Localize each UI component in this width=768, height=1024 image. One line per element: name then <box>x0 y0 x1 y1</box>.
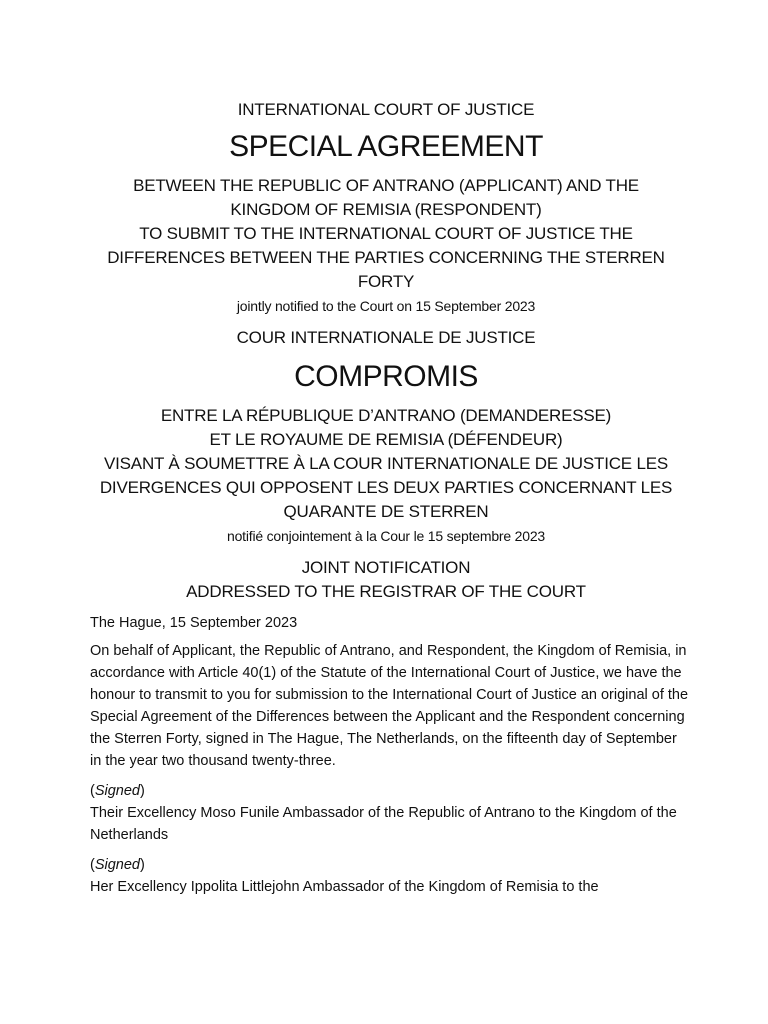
signatory: Her Excellency Ippolita Littlejohn Ambassador of the Kingdom of Remisia to the <box>90 879 599 895</box>
signature-block: (Signed) <box>90 783 145 799</box>
court-name-en: INTERNATIONAL COURT OF JUSTICE <box>237 100 535 119</box>
parties-en-line: DIFFERENCES BETWEEN THE PARTIES CONCERNING THE STERREN <box>107 248 665 267</box>
joint-notification-title-line: JOINT NOTIFICATION <box>301 558 471 577</box>
notified-en: jointly notified to the Court on 15 September 2023 <box>236 298 536 314</box>
parties-fr-line: ENTRE LA RÉPUBLIQUE D’ANTRANO (DEMANDERESSE) <box>160 406 612 425</box>
parties-en-line: FORTY <box>357 272 415 291</box>
parties-fr-line: QUARANTE DE STERREN <box>283 502 489 521</box>
parties-en <box>92 174 680 294</box>
parties-en-line: KINGDOM OF REMISIA (RESPONDENT) <box>230 200 542 219</box>
title-fr: COMPROMIS <box>294 360 478 393</box>
parties-fr-line: VISANT À SOUMETTRE À LA COUR INTERNATIONALE DE JUSTICE LES <box>104 454 668 473</box>
parties-fr-line: DIVERGENCES QUI OPPOSENT LES DEUX PARTIES CONCERNANT LES <box>99 478 673 497</box>
parties-fr-line: ET LE ROYAUME DE REMISIA (DÉFENDEUR) <box>209 430 563 449</box>
joint-notification-title <box>92 556 680 604</box>
place-date: The Hague, 15 September 2023 <box>90 615 298 631</box>
parties-en-line: TO SUBMIT TO THE INTERNATIONAL COURT OF JUSTICE THE <box>139 224 633 243</box>
parties-fr <box>92 404 680 524</box>
court-name-fr: COUR INTERNATIONALE DE JUSTICE <box>236 328 536 347</box>
signatory: Their Excellency Moso Funile Ambassador of the Republic of Antrano to the Kingdom of the Netherlands <box>90 805 677 843</box>
signature-block: (Signed) <box>90 857 145 873</box>
signed-label: Signed <box>94 857 140 873</box>
joint-notification-title-line: ADDRESSED TO THE REGISTRAR OF THE COURT <box>186 582 586 601</box>
parties-en-line: BETWEEN THE REPUBLIC OF ANTRANO (APPLICANT) AND THE <box>133 176 639 195</box>
title-en: SPECIAL AGREEMENT <box>229 130 543 163</box>
notified-fr: notifié conjointement à la Cour le 15 septembre 2023 <box>226 528 546 544</box>
notification-body: On behalf of Applicant, the Republic of Antrano, and Respondent, the Kingdom of Remisia, in accordance with Article 40(1) of the Statute of the International Court of Justice, we have the honour to transmit to you for submission to the International Court of Justice an original of the Special Agreement of the Differences between the Applicant and the Respondent concerning the Sterren Forty, signed in The Hague, The Netherlands, on the fifteenth day of September in the year two thousand twenty-three. <box>90 643 689 769</box>
signed-label: Signed <box>94 783 140 799</box>
